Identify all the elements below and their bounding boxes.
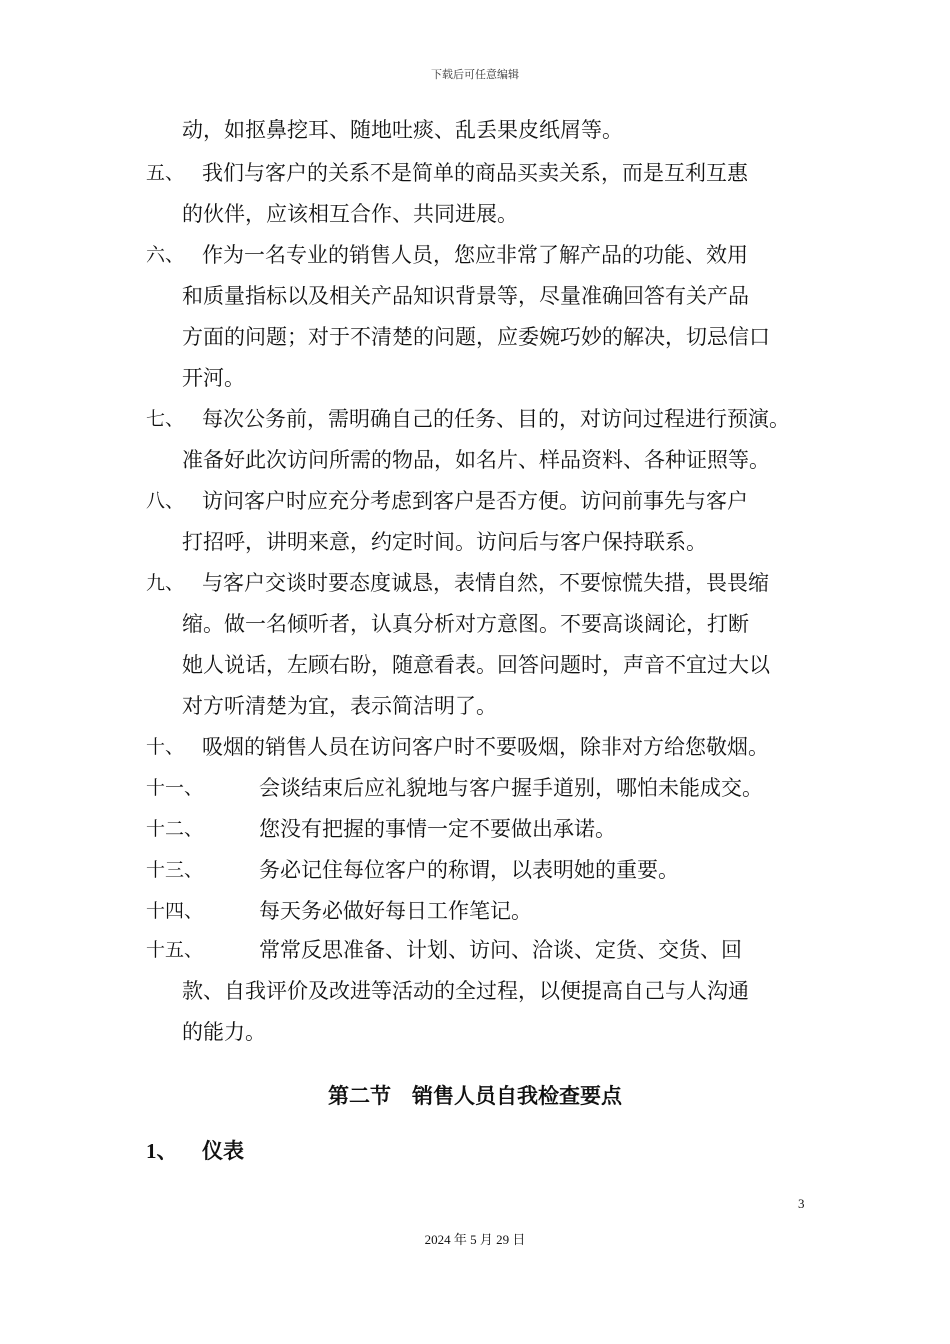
item-2-line-1: 和质量指标以及相关产品知识背景等，尽量准确回答有关产品: [182, 284, 749, 308]
item-5-line-1: 缩。做一名倾听者，认真分析对方意图。不要高谈阔论，打断: [182, 612, 749, 636]
item-3-number: 七、: [146, 408, 185, 430]
item-6-line-0: 吸烟的销售人员在访问客户时不要吸烟，除非对方给您敬烟。: [202, 735, 769, 759]
item-7-line-0: 会谈结束后应礼貌地与客户握手道别，哪怕未能成交。: [259, 776, 763, 800]
item-5-line-2: 她人说话，左顾右盼，随意看表。回答问题时，声音不宜过大以: [182, 653, 770, 677]
item-11-line-2: 的能力。: [182, 1020, 266, 1044]
item-4-line-1: 打招呼，讲明来意，约定时间。访问后与客户保持联系。: [182, 530, 707, 554]
item-11-number: 十五、: [146, 939, 204, 961]
item-11-line-0: 常常反思准备、计划、访问、洽谈、定货、交货、回: [259, 938, 742, 962]
item-5-line-0: 与客户交谈时要态度诚恳，表情自然，不要惊慌失措，畏畏缩: [202, 571, 769, 595]
section-title: 第二节 销售人员自我检查要点: [328, 1084, 622, 1108]
footer-date: 2024 年 5 月 29 日: [424, 1232, 526, 1247]
page-number: 3: [798, 1196, 805, 1211]
item-1-number: 五、: [146, 162, 185, 184]
item-10-line-0: 每天务必做好每日工作笔记。: [259, 899, 532, 923]
item-3-line-1: 准备好此次访问所需的物品，如名片、样品资料、各种证照等。: [182, 448, 770, 472]
item-7-number: 十一、: [146, 777, 204, 799]
item-1-line-0: 我们与客户的关系不是简单的商品买卖关系，而是互利互惠: [202, 161, 748, 185]
item-3-line-0: 每次公务前，需明确自己的任务、目的，对访问过程进行预演。: [202, 407, 790, 431]
item-2-line-3: 开河。: [182, 366, 245, 390]
subsection-title: 仪表: [202, 1139, 244, 1163]
item-5-number: 九、: [146, 572, 185, 594]
item-5-line-3: 对方听清楚为宜，表示简洁明了。: [182, 694, 497, 718]
item-2-line-2: 方面的问题；对于不清楚的问题，应委婉巧妙的解决，切忌信口: [182, 325, 770, 349]
item-2-line-0: 作为一名专业的销售人员，您应非常了解产品的功能、效用: [202, 243, 748, 267]
item-10-number: 十四、: [146, 900, 204, 922]
item-9-line-0: 务必记住每位客户的称谓，以表明她的重要。: [259, 858, 679, 882]
page-header: 下载后可任意编辑: [431, 68, 519, 81]
item-9-number: 十三、: [146, 859, 204, 881]
item-0-line-0: 动，如抠鼻挖耳、随地吐痰、乱丢果皮纸屑等。: [182, 118, 623, 142]
item-8-line-0: 您没有把握的事情一定不要做出承诺。: [259, 817, 616, 841]
item-6-number: 十、: [146, 736, 185, 758]
item-8-number: 十二、: [146, 818, 204, 840]
item-2-number: 六、: [146, 244, 185, 266]
item-1-line-1: 的伙伴，应该相互合作、共同进展。: [182, 202, 518, 226]
item-4-line-0: 访问客户时应充分考虑到客户是否方便。访问前事先与客户: [202, 489, 748, 513]
item-4-number: 八、: [146, 490, 185, 512]
subsection-number: 1、: [146, 1139, 178, 1163]
item-11-line-1: 款、自我评价及改进等活动的全过程，以便提高自己与人沟通: [182, 979, 749, 1003]
